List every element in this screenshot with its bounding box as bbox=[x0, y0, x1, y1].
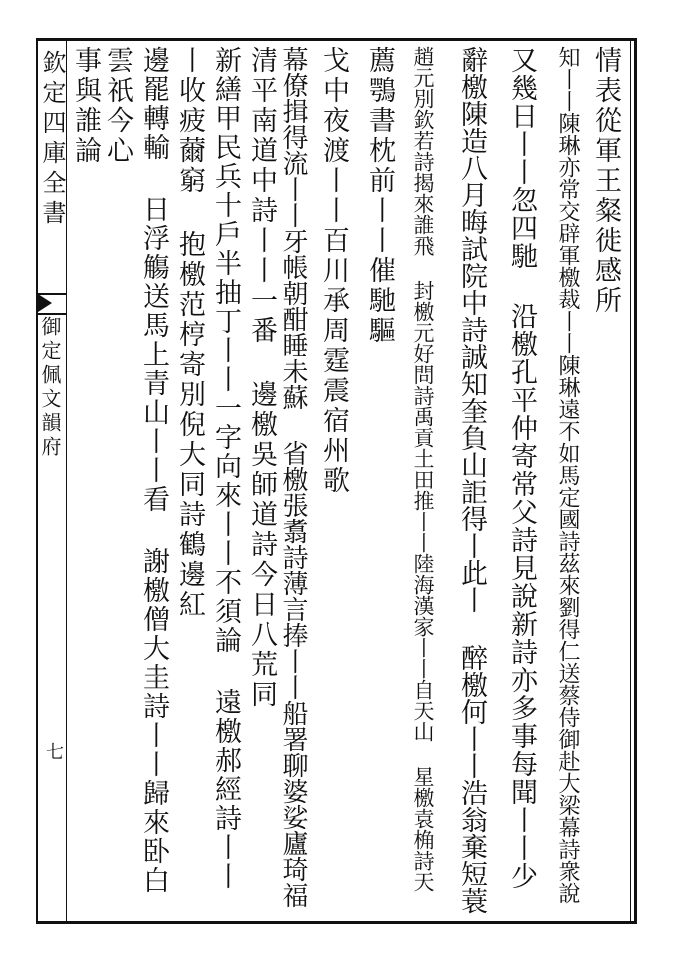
text-column-8: 幕僚揖得流丨丨牙帳朝酣睡未蘇 省檄張翥詩薄言捧丨丨船署聊婆娑廬琦福 bbox=[278, 46, 308, 908]
frame-bottom-border bbox=[36, 921, 636, 924]
text-column-6: 薦鶚書枕前丨丨催馳驅 bbox=[364, 46, 395, 346]
text-column-7: 戈中夜渡丨丨百川承周霆震宿州歌 bbox=[318, 46, 349, 496]
frame-top-border bbox=[36, 38, 636, 41]
frame-right-border bbox=[634, 38, 637, 924]
page-number: 七 bbox=[43, 742, 64, 760]
text-column-12: 邊罷轉輸 日浮觴送馬上青山丨丨看 謝檄僧大圭詩丨丨歸來卧白 bbox=[138, 46, 169, 895]
book-subtitle: 御定佩文韻府 bbox=[38, 316, 62, 460]
text-column-14: 事與誰論 bbox=[70, 46, 101, 166]
text-column-5: 趙元別欽若詩揭來誰飛 封檄元好問詩禹貢土田推丨丨陸海漢家丨丨自天山 星檄袁桷詩天 bbox=[411, 46, 435, 892]
text-column-2: 知丨丨陳琳亦常交辟軍檄裁丨丨陳琳遠不如馬定國詩茲來劉得仁送蔡侍御赴大梁幕詩衆說 bbox=[555, 46, 580, 904]
frame-right-inner-border bbox=[630, 38, 631, 924]
fish-tail-ornament bbox=[38, 293, 66, 315]
spine-divider bbox=[66, 38, 67, 924]
text-column-3: 又幾日丨丨忽四馳 沿檄孔平仲寄常父詩見說新詩亦多事每聞丨丨少 bbox=[506, 46, 537, 890]
text-column-13: 雲祇今心 bbox=[102, 46, 133, 166]
text-column-4: 辭檄陳造八月晦試院中詩誠知奎負山詎得丨此丨 醉檄何丨丨浩翁棄短蓑 bbox=[456, 46, 487, 914]
text-column-11: 丨收疲薾窮 抱檄范梈寄別倪大同詩鶴邊紅 bbox=[174, 46, 205, 620]
text-column-10: 新繕甲民兵十戶半抽丁丨丨一字向來丨丨不須論 遠檄郝經詩丨丨 bbox=[210, 46, 241, 891]
book-title: 欽定四庫全書 bbox=[38, 50, 66, 230]
text-column-1: 情表從軍王粲徙感所 bbox=[590, 46, 621, 316]
text-column-9: 清平南道中詩丨丨一番 邊檄吳師道詩今日八荒同 bbox=[246, 46, 277, 710]
